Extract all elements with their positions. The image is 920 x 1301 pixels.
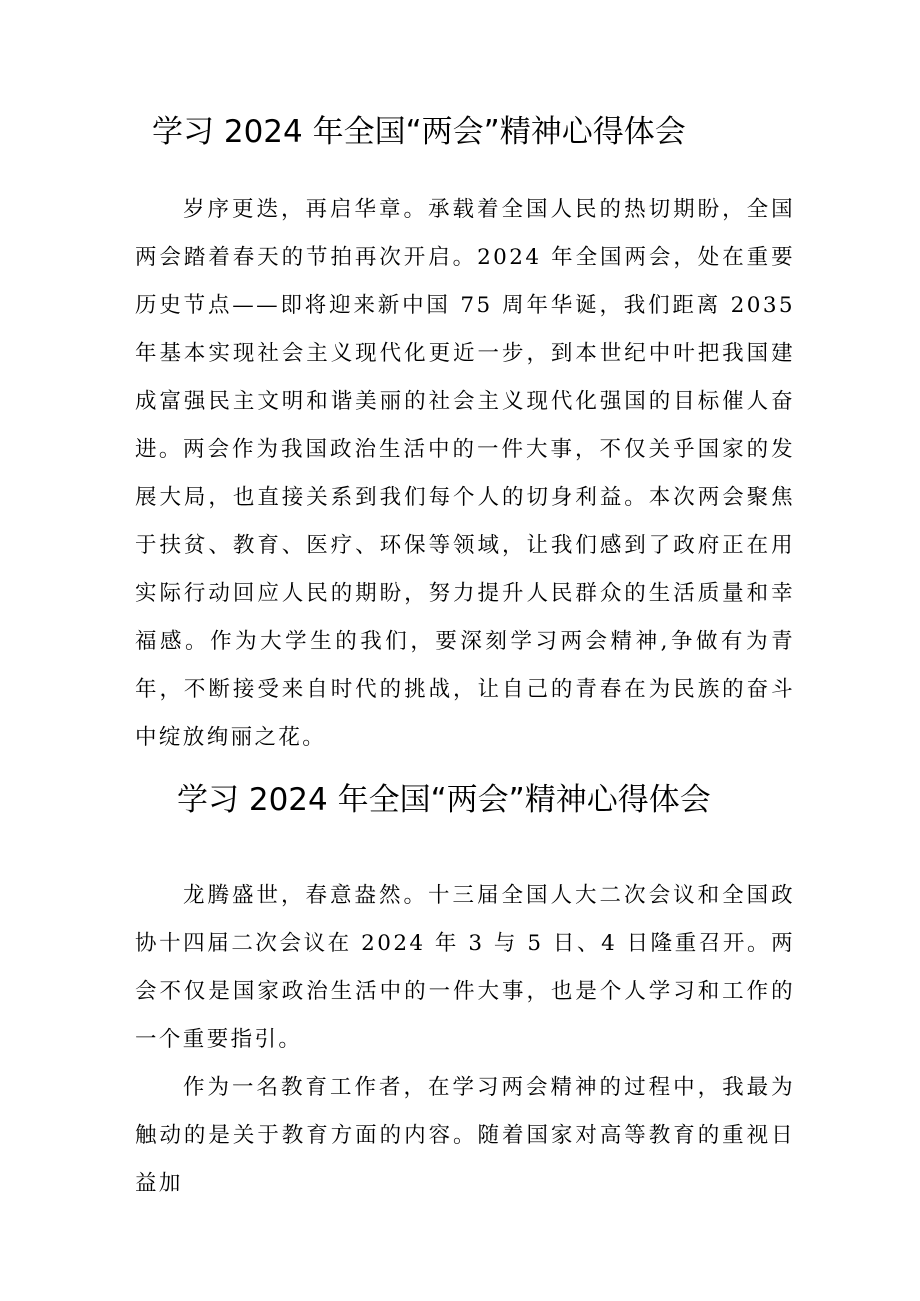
section-2-paragraph-1: 龙腾盛世，春意盎然。十三届全国人大二次会议和全国政协十四届二次会议在 2024 年 3 与 5 日、4 日隆重召开。两会不仅是国家政治生活中的一件大事，也是个人学习和工作的一个重要指引。	[135, 883, 795, 1052]
section-1-title: 学习 2024 年全国“两会”精神心得体会	[152, 114, 686, 150]
section-1-paragraph-1: 岁序更迭，再启华章。承载着全国人民的热切期盼，全国两会踏着春天的节拍再次开启。2024 年全国两会，处在重要历史节点——即将迎来新中国 75 周年华诞，我们距离 2035 年基本实现社会主义现代化更近一步，到本世纪中叶把我国建成富强民主文明和谐美丽的社会主义现代化强国的目标催人奋进。	[135, 197, 795, 462]
section-2-title: 学习 2024 年全国“两会”精神心得体会	[177, 782, 711, 818]
section-1-paragraph-2: 两会作为我国政治生活中的一件大事，不仅关乎国家的发展大局，也直接关系到我们每个人的切身利益。本次两会聚焦于扶贫、教育、医疗、环保等领域，让我们感到了政府正在用实际行动回应人民的期盼，努力提升人民群众的生活质量和幸福感。作为大学生的我们，要深刻学习两会精神,争做有为青年，不断接受来自时代的挑战，让自己的青春在为民族的奋斗中绽放绚丽之花。	[135, 437, 795, 750]
section-2-paragraph-2: 作为一名教育工作者，在学习两会精神的过程中，我最为触动的是关于教育方面的内容。随着国家对高等教育的重视日益加	[135, 1075, 795, 1196]
